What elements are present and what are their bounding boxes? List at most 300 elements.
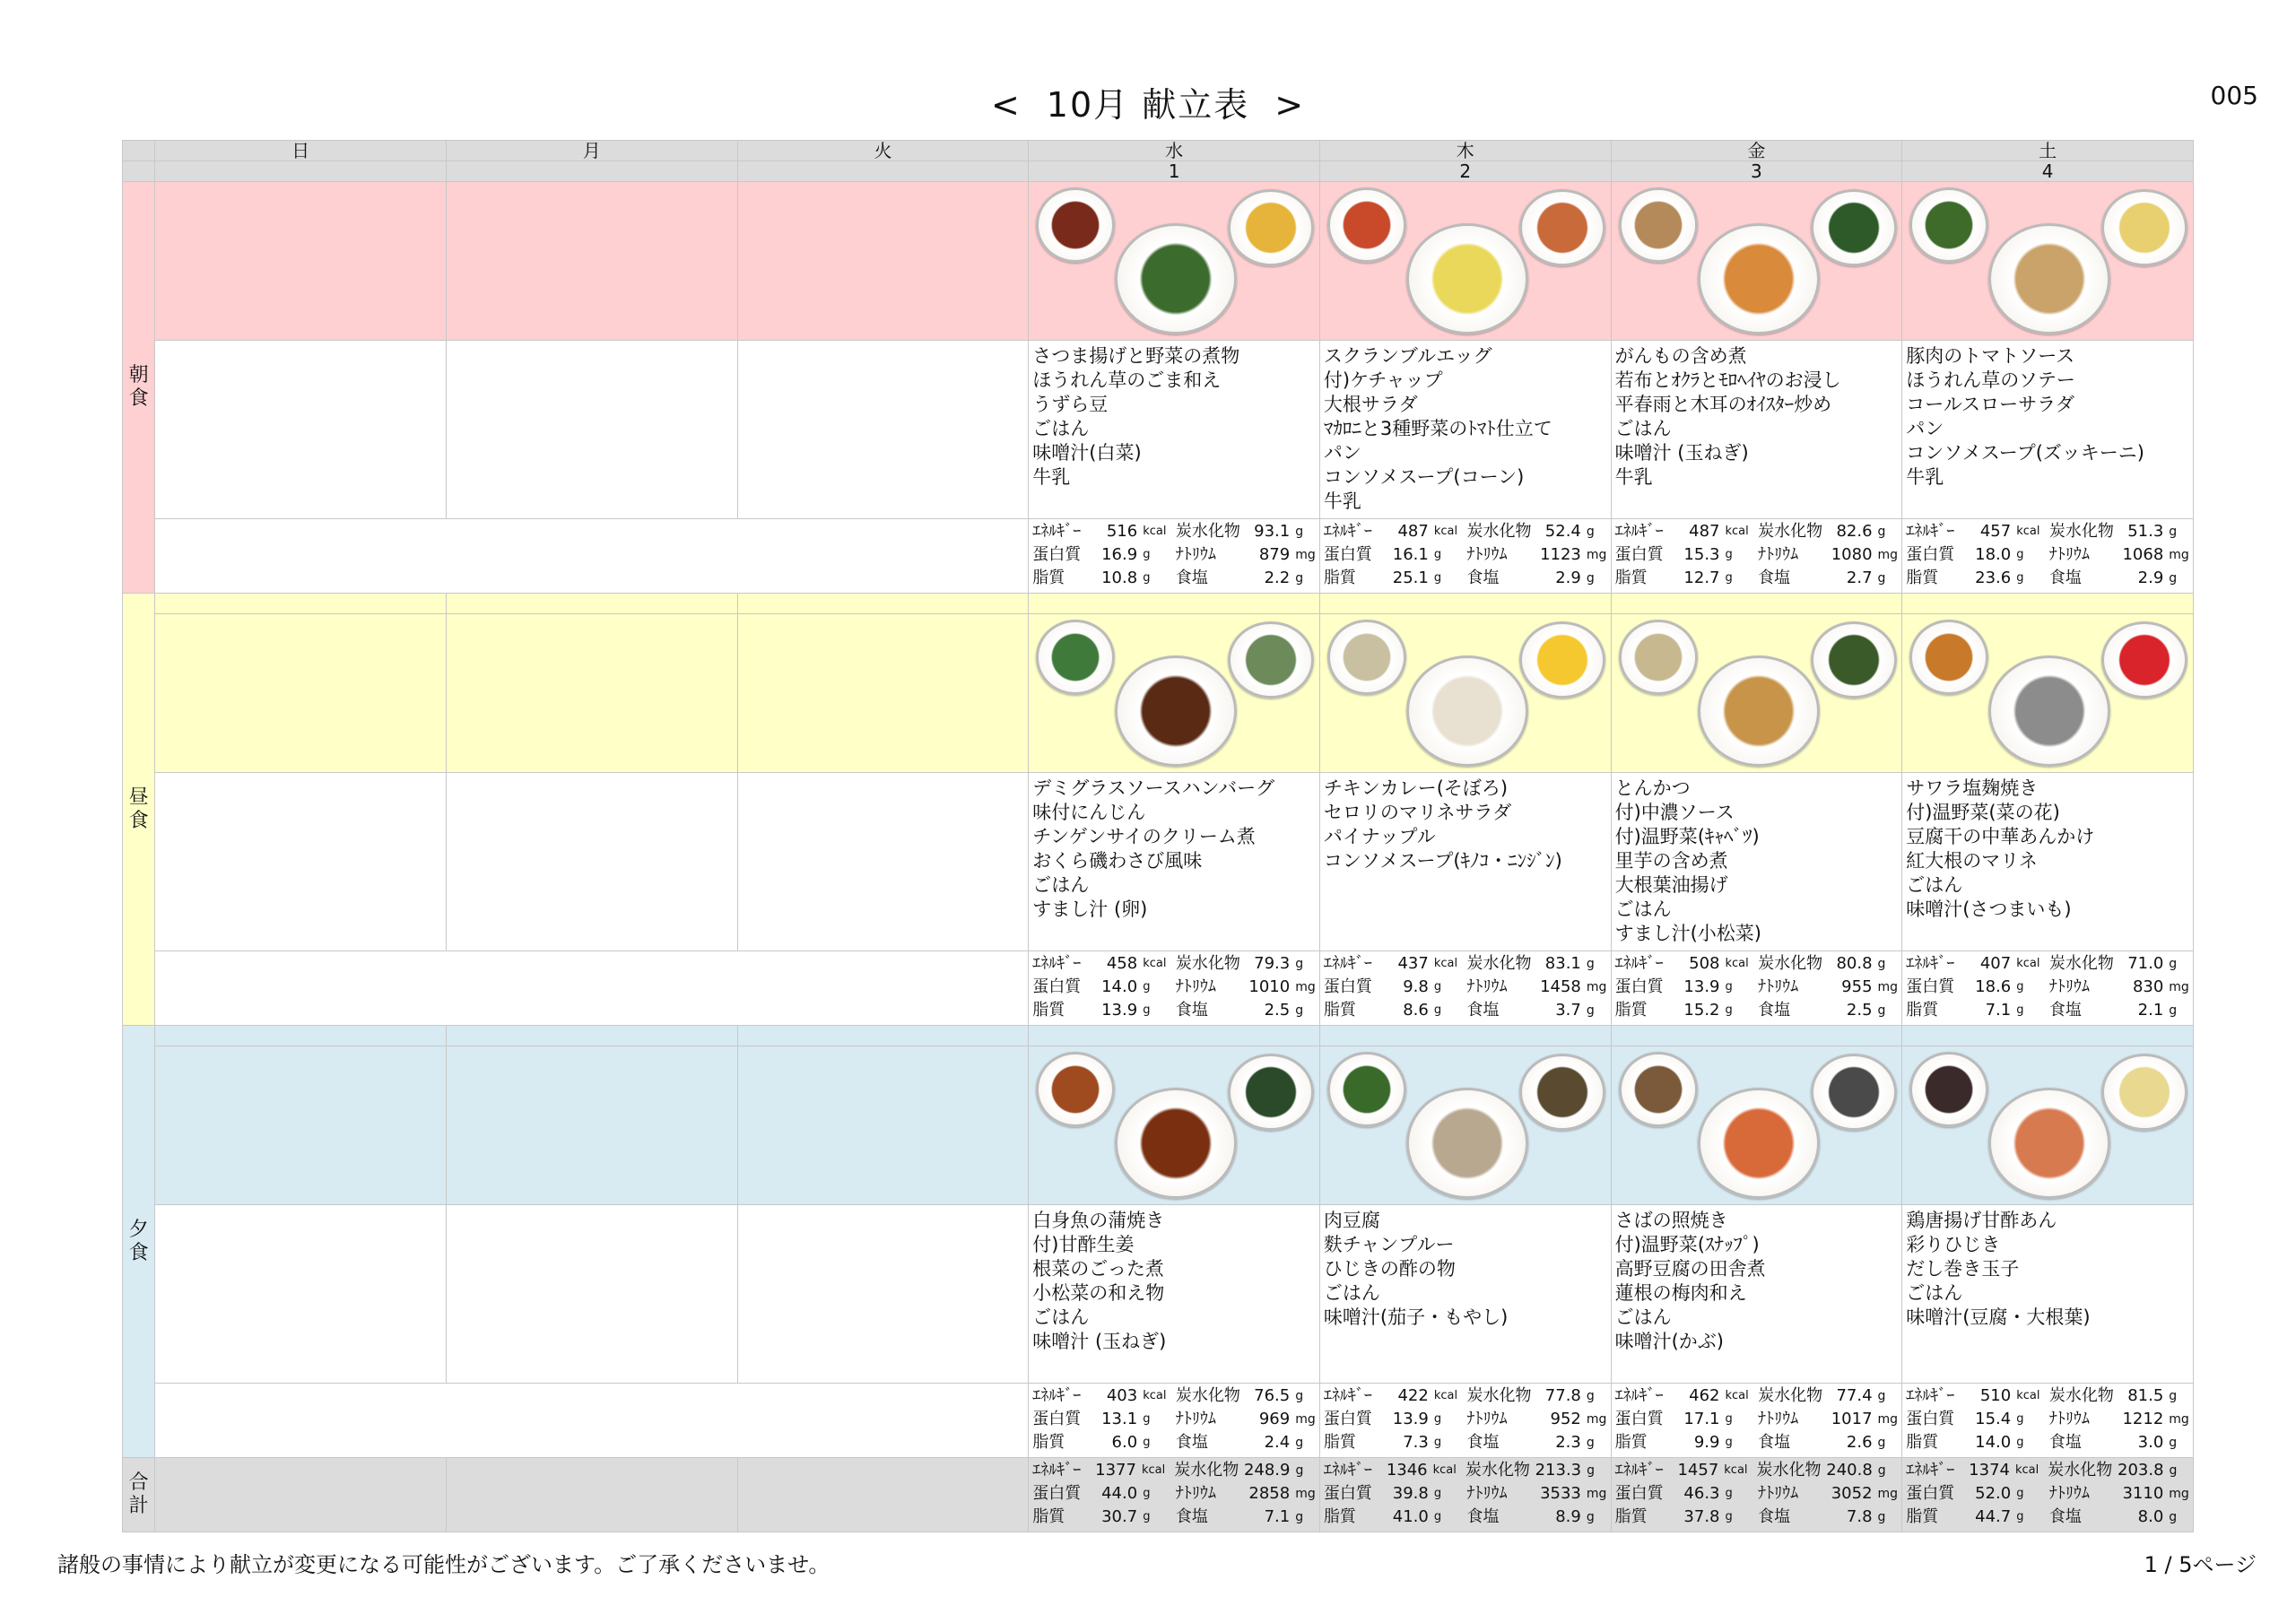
lunch-energy: 407 <box>1979 954 2012 973</box>
g-unit: g <box>1725 1412 1733 1426</box>
carb-label: 炭水化物 <box>1466 522 1532 541</box>
breakfast-dishes-row <box>123 341 2194 519</box>
main-dish-photo <box>1988 1088 2110 1199</box>
g-unit: g <box>1586 1436 1595 1450</box>
kcal-unit: kcal <box>2016 957 2040 970</box>
breakfast-carb: 82.6 <box>1836 522 1873 541</box>
carb-label: 炭水化物 <box>2048 954 2114 973</box>
carb-label: 炭水化物 <box>1175 1386 1240 1405</box>
fat-label: 脂質 <box>1906 568 1939 587</box>
dish-name: 肉豆腐 <box>1323 1210 1380 1231</box>
total-carb: 240.8 <box>1826 1461 1873 1480</box>
breakfast-salt: 2.2 <box>1264 568 1291 587</box>
breakfast-dish-list-1 <box>1319 341 1611 519</box>
g-unit: g <box>2016 1487 2024 1500</box>
weekday-3: 水 <box>1029 141 1320 161</box>
dinner-sodium: 952 <box>1550 1410 1581 1428</box>
mg-unit: mg <box>1586 980 1607 994</box>
side-dish-photo <box>2101 1054 2187 1131</box>
dish-name: さつま揚げと野菜の煮物 <box>1032 345 1240 367</box>
dinner-nutrition-row <box>123 1384 2194 1458</box>
total-nutrition-2 <box>1611 1458 1902 1532</box>
g-unit: g <box>1143 571 1151 585</box>
dish-name: コールスローサラダ <box>1906 394 2074 415</box>
g-unit: g <box>2169 1463 2178 1478</box>
total-sodium: 2858 <box>1248 1484 1291 1503</box>
g-unit: g <box>2169 957 2178 971</box>
salt-label: 食塩 <box>2048 1507 2082 1526</box>
empty-cell <box>155 951 1029 1026</box>
breakfast-dish-list-3 <box>1902 341 2194 519</box>
total-salt: 7.1 <box>1264 1507 1291 1526</box>
lunch-dish-list-2 <box>1611 773 1902 951</box>
kcal-unit: kcal <box>1143 525 1167 538</box>
empty-cell <box>1611 1026 1902 1046</box>
total-carb: 213.3 <box>1535 1461 1582 1480</box>
dinner-fat: 9.9 <box>1693 1433 1720 1452</box>
protein-label: 蛋白質 <box>1614 1410 1664 1428</box>
dinner-sodium: 969 <box>1258 1410 1291 1428</box>
fat-label: 脂質 <box>1032 568 1065 587</box>
empty-cell <box>446 1205 737 1384</box>
lunch-dish-list-3 <box>1902 773 2194 951</box>
breakfast-nutrition-3 <box>1902 519 2194 594</box>
total-sodium: 3533 <box>1540 1484 1581 1503</box>
sodium-label: ﾅﾄﾘｳﾑ <box>1758 545 1799 564</box>
main-dish-photo <box>1698 223 1820 334</box>
lunch-sodium: 830 <box>2132 977 2164 996</box>
salt-label: 食塩 <box>2048 1001 2082 1020</box>
salt-label: 食塩 <box>1466 568 1500 587</box>
fat-label: 脂質 <box>1032 1001 1065 1020</box>
empty-cell <box>155 1458 447 1532</box>
g-unit: g <box>1433 548 1442 561</box>
dish-name: 豚肉のトマトソース <box>1906 345 2075 367</box>
dish-name: 紅大根のマリネ <box>1906 850 2038 872</box>
total-energy: 1377 <box>1095 1461 1136 1480</box>
weekday-header-row <box>123 141 2194 161</box>
lunch-nutrition-row <box>123 951 2194 1026</box>
breakfast-nutrition-0 <box>1029 519 1320 594</box>
dish-name: 味噌汁(白菜) <box>1032 442 1142 464</box>
g-unit: g <box>2169 1389 2178 1403</box>
breakfast-carb: 51.3 <box>2127 522 2164 541</box>
breakfast-carb: 52.4 <box>1544 522 1581 541</box>
lunch-photo-3 <box>1902 614 2194 773</box>
empty-cell <box>1029 594 1320 614</box>
side-dish-photo <box>1036 620 1115 695</box>
mg-unit: mg <box>1877 980 1899 994</box>
g-unit: g <box>1587 1463 1596 1478</box>
sodium-label: ﾅﾄﾘｳﾑ <box>1175 1484 1216 1503</box>
dinner-photo-3 <box>1902 1046 2194 1205</box>
dish-name: パイナップル <box>1323 826 1436 847</box>
g-unit: g <box>2016 1510 2024 1523</box>
salt-label: 食塩 <box>1175 568 1208 587</box>
lunch-fat: 13.9 <box>1101 1001 1138 1020</box>
sodium-label: ﾅﾄﾘｳﾑ <box>1175 545 1216 564</box>
g-unit: g <box>1877 957 1886 971</box>
breakfast-energy: 516 <box>1106 522 1138 541</box>
date-6: 4 <box>1902 161 2194 182</box>
main-dish-photo <box>1115 655 1237 767</box>
salt-label: 食塩 <box>1466 1507 1500 1526</box>
breakfast-photo-1 <box>1319 182 1611 341</box>
protein-label: 蛋白質 <box>1323 1410 1372 1428</box>
breakfast-dish-list-2 <box>1611 341 1902 519</box>
lunch-salt: 3.7 <box>1555 1001 1581 1020</box>
protein-label: 蛋白質 <box>1032 1484 1082 1503</box>
dinner-photo-1 <box>1319 1046 1611 1205</box>
total-salt: 8.9 <box>1555 1507 1581 1526</box>
g-unit: g <box>2016 980 2024 994</box>
dish-name: ごはん <box>1614 898 1672 920</box>
dinner-energy: 422 <box>1397 1386 1429 1405</box>
empty-cell <box>155 1205 447 1384</box>
g-unit: g <box>2169 525 2178 539</box>
weekday-6: 土 <box>1902 141 2194 161</box>
g-unit: g <box>1143 980 1151 994</box>
dish-name: 蓮根の梅肉和え <box>1614 1282 1747 1304</box>
kcal-unit: kcal <box>1725 1389 1749 1402</box>
lunch-carb: 83.1 <box>1544 954 1581 973</box>
kcal-unit: kcal <box>2016 525 2040 538</box>
fat-label: 脂質 <box>1614 1001 1648 1020</box>
empty-cell <box>155 341 447 519</box>
g-unit: g <box>1877 571 1886 586</box>
dish-name: 根菜のごった煮 <box>1032 1258 1164 1280</box>
fat-label: 脂質 <box>1032 1507 1065 1526</box>
lunch-spacer-row <box>123 594 2194 614</box>
main-dish-photo <box>1698 655 1820 767</box>
side-dish-photo <box>1909 187 1988 263</box>
total-fat: 30.7 <box>1101 1507 1138 1526</box>
lunch-protein: 13.9 <box>1683 977 1720 996</box>
breakfast-salt: 2.9 <box>2137 568 2164 587</box>
mg-unit: mg <box>1586 1487 1607 1501</box>
dish-name: 味噌汁(茄子・もやし) <box>1323 1306 1509 1328</box>
lunch-nutrition-3 <box>1902 951 2194 1026</box>
dish-name: 味噌汁(かぶ) <box>1614 1331 1724 1352</box>
dish-name: ごはん <box>1906 874 1963 896</box>
energy-label: ｴﾈﾙｷﾞｰ <box>1614 954 1664 973</box>
breakfast-nutrition-1 <box>1319 519 1611 594</box>
dinner-photo-2 <box>1611 1046 1902 1205</box>
energy-label: ｴﾈﾙｷﾞｰ <box>1906 1386 1955 1405</box>
lunch-nutrition-0 <box>1029 951 1320 1026</box>
dinner-energy: 403 <box>1106 1386 1138 1405</box>
next-month-arrow[interactable]: > <box>1274 85 1306 125</box>
mg-unit: mg <box>2169 1487 2189 1501</box>
side-dish-photo <box>2101 621 2187 699</box>
breakfast-protein: 15.3 <box>1683 545 1720 564</box>
dish-name: 味噌汁 (玉ねぎ) <box>1614 442 1749 464</box>
g-unit: g <box>1433 1436 1442 1449</box>
empty-cell <box>446 773 737 951</box>
dinner-nutrition-3 <box>1902 1384 2194 1458</box>
breakfast-label: 朝 食 <box>123 182 155 594</box>
empty-cell <box>737 1046 1029 1205</box>
kcal-unit: kcal <box>2014 1463 2039 1477</box>
side-dish-photo <box>1327 187 1406 263</box>
g-unit: g <box>1143 1003 1151 1017</box>
g-unit: g <box>2016 1412 2024 1426</box>
g-unit: g <box>1586 1003 1595 1018</box>
dish-name: 付)温野菜(ｽﾅｯﾌﾟ) <box>1614 1234 1760 1255</box>
salt-label: 食塩 <box>2048 568 2082 587</box>
dish-name: 牛乳 <box>1323 490 1361 512</box>
dish-name: パン <box>1323 442 1361 464</box>
total-nutrition-3 <box>1902 1458 2194 1532</box>
dish-name: 高野豆腐の田舎煮 <box>1614 1258 1766 1280</box>
g-unit: g <box>1143 1412 1151 1426</box>
dish-name: ごはん <box>1032 418 1090 439</box>
date-4: 2 <box>1319 161 1611 182</box>
total-fat: 37.8 <box>1683 1507 1720 1526</box>
dish-name: ほうれん草のソテー <box>1906 369 2075 391</box>
total-salt: 7.8 <box>1846 1507 1873 1526</box>
lunch-salt: 2.5 <box>1264 1001 1291 1020</box>
empty-cell <box>1319 594 1611 614</box>
g-unit: g <box>1877 1463 1886 1478</box>
dinner-fat: 6.0 <box>1111 1433 1138 1452</box>
dish-name: デミグラスソースハンバーグ <box>1032 777 1275 799</box>
empty-cell <box>737 594 1029 614</box>
side-dish-photo <box>1811 1054 1897 1131</box>
dinner-nutrition-1 <box>1319 1384 1611 1458</box>
dinner-protein: 15.4 <box>1975 1410 2012 1428</box>
empty-cell <box>737 1458 1029 1532</box>
empty-cell <box>737 614 1029 773</box>
dish-name: 付)中濃ソース <box>1614 802 1735 823</box>
g-unit: g <box>1433 1412 1442 1426</box>
dish-name: 付)温野菜(菜の花) <box>1906 802 2060 823</box>
main-dish-photo <box>1115 1088 1237 1199</box>
dish-name: スクランブルエッグ <box>1323 345 1492 367</box>
dish-name: 味噌汁(豆腐・大根葉) <box>1906 1306 2091 1328</box>
dish-name: ごはん <box>1906 1282 1963 1304</box>
empty-cell <box>1611 594 1902 614</box>
g-unit: g <box>1143 1510 1151 1523</box>
breakfast-sodium: 1123 <box>1540 545 1581 564</box>
kcal-unit: kcal <box>1724 1463 1748 1477</box>
breakfast-nutrition-row <box>123 519 2194 594</box>
side-dish-photo <box>1519 621 1605 699</box>
dish-name: サワラ塩麹焼き <box>1906 777 2039 799</box>
side-dish-photo <box>1909 1052 1988 1127</box>
side-dish-photo <box>1619 620 1698 695</box>
total-protein: 52.0 <box>1975 1484 2012 1503</box>
dish-name: 牛乳 <box>1614 466 1653 488</box>
energy-label: ｴﾈﾙｷﾞｰ <box>1906 522 1955 541</box>
kcal-unit: kcal <box>1433 957 1458 970</box>
kcal-unit: kcal <box>1432 1463 1457 1477</box>
breakfast-sodium: 1068 <box>2122 545 2164 564</box>
dish-name: ごはん <box>1614 1306 1672 1328</box>
dish-name: コンソメスープ(ズッキーニ) <box>1906 442 2144 464</box>
total-energy: 1374 <box>1969 1461 2010 1480</box>
breakfast-fat: 23.6 <box>1975 568 2012 587</box>
empty-cell <box>155 519 1029 594</box>
kcal-unit: kcal <box>2016 1389 2040 1402</box>
kcal-unit: kcal <box>1143 1389 1167 1402</box>
empty-cell <box>446 614 737 773</box>
kcal-unit: kcal <box>1725 525 1749 538</box>
dish-name: 若布とｵｸﾗとﾓﾛﾍｲﾔのお浸し <box>1614 369 1841 391</box>
document-code: 005 <box>2210 81 2258 110</box>
g-unit: g <box>1295 1463 1304 1478</box>
dinner-salt: 2.3 <box>1555 1433 1581 1452</box>
lunch-salt: 2.1 <box>2137 1001 2164 1020</box>
dinner-dish-list-1 <box>1319 1205 1611 1384</box>
main-dish-photo <box>1988 223 2110 334</box>
empty-cell <box>155 1046 447 1205</box>
dish-name: コンソメスープ(ｷﾉｺ・ﾆﾝｼﾞﾝ) <box>1323 850 1562 872</box>
salt-label: 食塩 <box>1758 1507 1791 1526</box>
protein-label: 蛋白質 <box>1906 545 1955 564</box>
dish-name: 小松菜の和え物 <box>1032 1282 1165 1304</box>
dish-name: さばの照焼き <box>1614 1210 1728 1231</box>
sodium-label: ﾅﾄﾘｳﾑ <box>1466 1410 1508 1428</box>
dish-name: 平春雨と木耳のｵｲｽﾀｰ炒め <box>1614 394 1832 415</box>
total-protein: 46.3 <box>1683 1484 1720 1503</box>
dish-name: パン <box>1906 418 1944 439</box>
main-dish-photo <box>1115 223 1237 334</box>
dish-name: 大根サラダ <box>1323 394 1418 415</box>
lunch-dish-list-1 <box>1319 773 1611 951</box>
empty-cell <box>446 1026 737 1046</box>
g-unit: g <box>2169 1003 2178 1018</box>
total-fat: 41.0 <box>1392 1507 1429 1526</box>
carb-label: 炭水化物 <box>1466 954 1532 973</box>
fat-label: 脂質 <box>1323 1507 1356 1526</box>
g-unit: g <box>1877 1389 1886 1403</box>
dish-name: だし巻き玉子 <box>1906 1258 2020 1280</box>
fat-label: 脂質 <box>1323 1433 1356 1452</box>
mg-unit: mg <box>2169 980 2189 994</box>
weekday-2: 火 <box>737 141 1029 161</box>
mg-unit: mg <box>2169 548 2189 562</box>
page-number: 1 / 5ページ <box>2144 1552 2257 1577</box>
weekday-1: 月 <box>446 141 737 161</box>
salt-label: 食塩 <box>1758 1001 1791 1020</box>
dinner-nutrition-2 <box>1611 1384 1902 1458</box>
protein-label: 蛋白質 <box>1906 1410 1955 1428</box>
dish-name: すまし汁(小松菜) <box>1614 923 1761 944</box>
total-protein: 44.0 <box>1101 1484 1138 1503</box>
protein-label: 蛋白質 <box>1614 977 1664 996</box>
dinner-salt: 2.4 <box>1264 1433 1291 1452</box>
energy-label: ｴﾈﾙｷﾞｰ <box>1906 1461 1955 1480</box>
fat-label: 脂質 <box>1323 1001 1356 1020</box>
side-dish-photo <box>1228 1054 1314 1131</box>
g-unit: g <box>1433 980 1442 994</box>
mg-unit: mg <box>2169 1412 2189 1427</box>
empty-cell <box>155 773 447 951</box>
dish-name: ごはん <box>1614 418 1672 439</box>
g-unit: g <box>2016 548 2024 561</box>
carb-label: 炭水化物 <box>1758 522 1823 541</box>
side-dish-photo <box>2101 189 2187 266</box>
empty-cell <box>155 594 447 614</box>
lunch-carb: 79.3 <box>1254 954 1291 973</box>
mg-unit: mg <box>1877 1412 1899 1427</box>
salt-label: 食塩 <box>1466 1001 1500 1020</box>
dinner-dish-list-0 <box>1029 1205 1320 1384</box>
side-dish-photo <box>1909 620 1988 695</box>
breakfast-photo-2 <box>1611 182 1902 341</box>
dish-name: 牛乳 <box>1906 466 1944 488</box>
breakfast-energy: 487 <box>1689 522 1720 541</box>
g-unit: g <box>1725 1487 1733 1500</box>
breakfast-photo-0 <box>1029 182 1320 341</box>
lunch-fat: 7.1 <box>1985 1001 2012 1020</box>
kcal-unit: kcal <box>1143 957 1167 970</box>
dish-name: セロリのマリネサラダ <box>1323 802 1512 823</box>
energy-label: ｴﾈﾙｷﾞｰ <box>1323 1461 1372 1480</box>
lunch-protein: 9.8 <box>1403 977 1429 996</box>
empty-cell <box>737 182 1029 341</box>
dinner-carb: 76.5 <box>1254 1386 1291 1405</box>
dish-name: 付)ケチャップ <box>1323 369 1443 391</box>
dinner-fat: 7.3 <box>1403 1433 1429 1452</box>
corner-cell <box>123 161 155 182</box>
carb-label: 炭水化物 <box>1465 1461 1530 1480</box>
dish-name: 鶏唐揚げ甘酢あん <box>1906 1210 2057 1231</box>
lunch-salt: 2.5 <box>1846 1001 1873 1020</box>
empty-cell <box>155 1026 447 1046</box>
g-unit: g <box>1725 548 1733 561</box>
breakfast-protein: 16.1 <box>1392 545 1429 564</box>
breakfast-protein: 16.9 <box>1101 545 1138 564</box>
dinner-fat: 14.0 <box>1975 1433 2012 1452</box>
prev-month-arrow[interactable]: < <box>990 85 1022 125</box>
lunch-fat: 8.6 <box>1403 1001 1429 1020</box>
dish-name: 味噌汁(さつまいも) <box>1906 898 2072 920</box>
dish-name: 里芋の含め煮 <box>1614 850 1728 872</box>
dish-name: 大根葉油揚げ <box>1614 874 1728 896</box>
dinner-sodium: 1017 <box>1831 1410 1873 1428</box>
main-dish-photo <box>1406 223 1528 334</box>
mg-unit: mg <box>1586 548 1607 562</box>
energy-label: ｴﾈﾙｷﾞｰ <box>1032 1386 1082 1405</box>
weekday-0: 日 <box>155 141 447 161</box>
g-unit: g <box>1586 525 1595 539</box>
carb-label: 炭水化物 <box>2048 1461 2113 1480</box>
sodium-label: ﾅﾄﾘｳﾑ <box>1758 1410 1799 1428</box>
breakfast-salt: 2.7 <box>1846 568 1873 587</box>
salt-label: 食塩 <box>1175 1507 1208 1526</box>
breakfast-fat: 25.1 <box>1392 568 1429 587</box>
empty-cell <box>1319 1026 1611 1046</box>
dinner-photo-0 <box>1029 1046 1320 1205</box>
sodium-label: ﾅﾄﾘｳﾑ <box>1466 545 1508 564</box>
lunch-photo-2 <box>1611 614 1902 773</box>
dish-name: ごはん <box>1032 1306 1090 1328</box>
empty-cell <box>446 1458 737 1532</box>
breakfast-photo-row <box>123 182 2194 341</box>
side-dish-photo <box>1228 621 1314 699</box>
g-unit: g <box>1295 1003 1304 1018</box>
total-protein: 39.8 <box>1392 1484 1429 1503</box>
salt-label: 食塩 <box>1175 1001 1208 1020</box>
carb-label: 炭水化物 <box>1175 522 1240 541</box>
lunch-photo-0 <box>1029 614 1320 773</box>
sodium-label: ﾅﾄﾘｳﾑ <box>2048 1484 2090 1503</box>
fat-label: 脂質 <box>1614 1433 1648 1452</box>
corner-cell <box>123 141 155 161</box>
lunch-protein: 18.6 <box>1975 977 2012 996</box>
